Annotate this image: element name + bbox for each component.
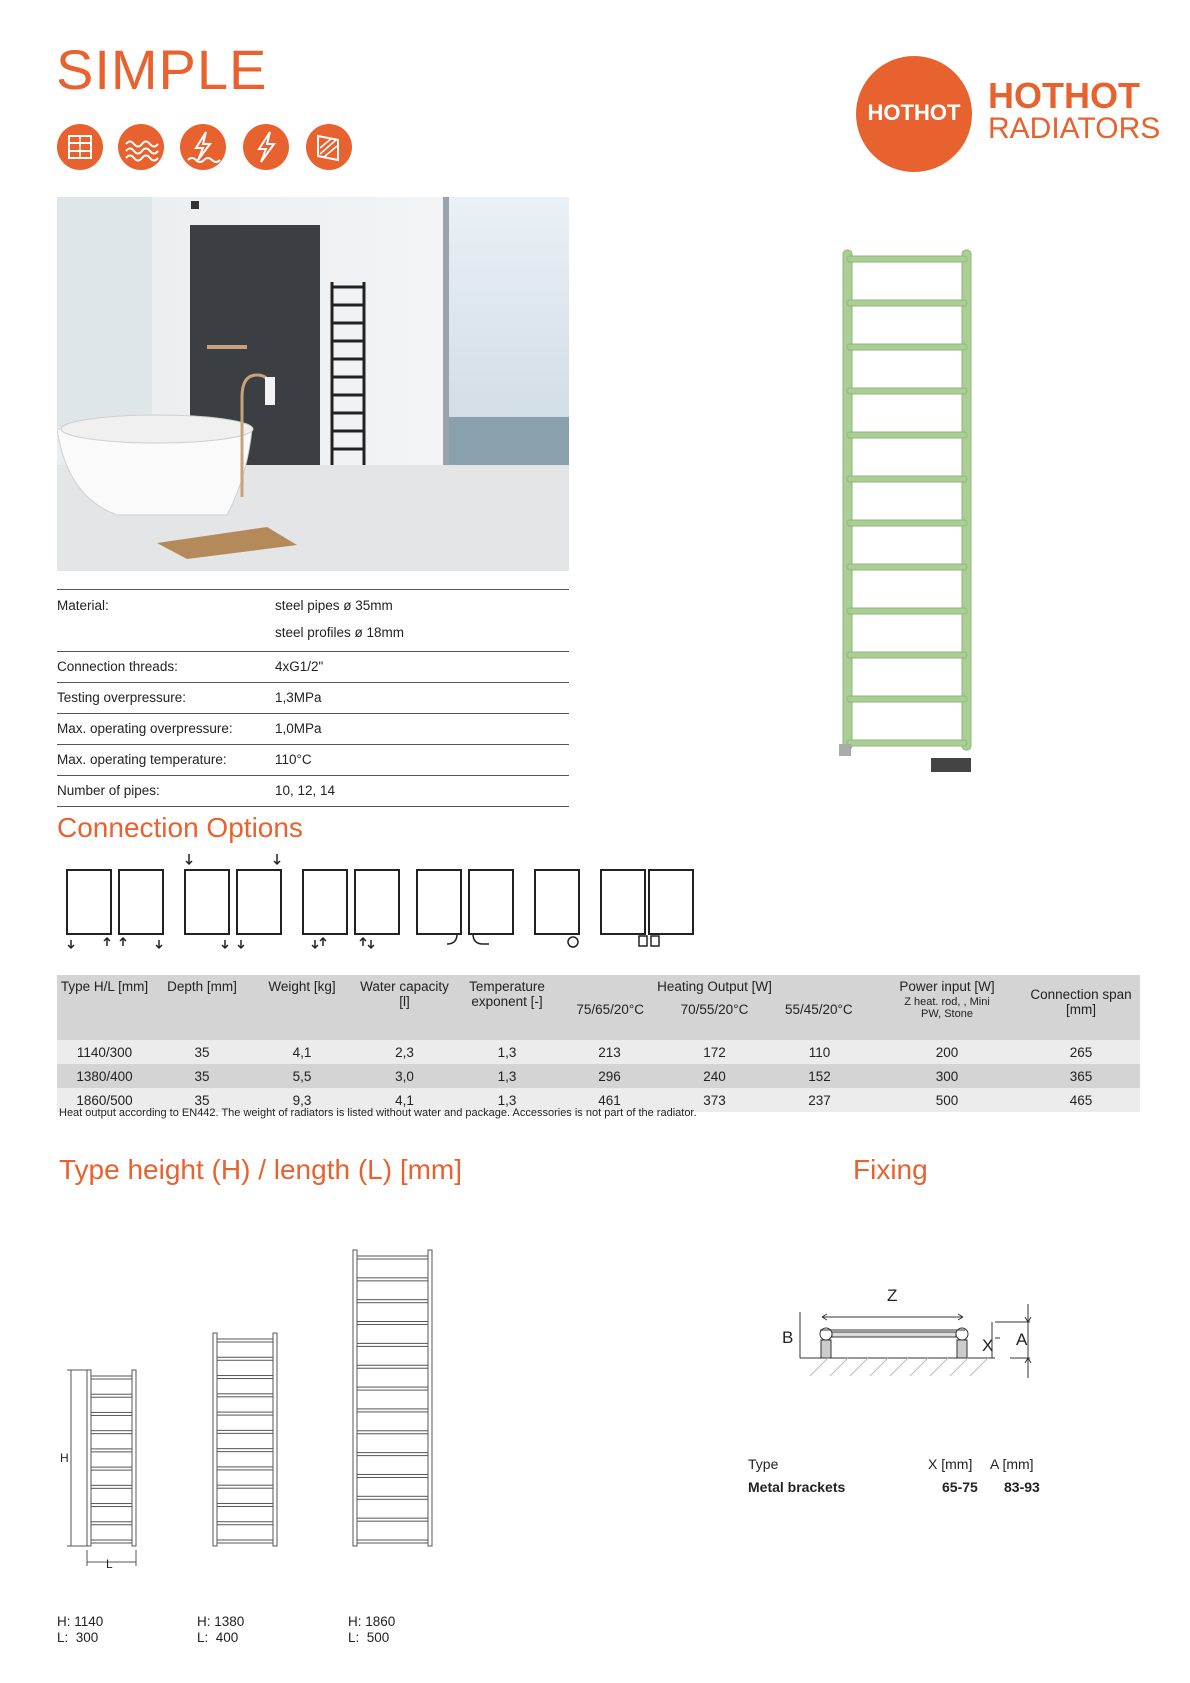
ladder-rung	[357, 1365, 428, 1368]
spec-value: steel profiles ø 18mm	[275, 625, 405, 640]
spec-label: Max. operating overpressure:	[57, 721, 233, 736]
power-sublabel: Z heat. rod, , Mini PW, Stone	[904, 996, 990, 1020]
ladder-rung	[217, 1339, 273, 1342]
fixing-label-x: X	[982, 1336, 994, 1355]
ladder-rung	[91, 1449, 132, 1452]
fixing-row-a: 83-93	[1004, 1479, 1040, 1495]
cell: 35	[152, 1064, 252, 1088]
spec-label: Max. operating temperature:	[57, 752, 227, 767]
cell: 35	[152, 1088, 252, 1112]
spec-row-threads	[57, 652, 569, 683]
bathroom-photo	[57, 197, 569, 571]
fixing-label-b: B	[782, 1328, 794, 1347]
model-caption-2	[197, 1614, 244, 1646]
spec-row-max-temp	[57, 745, 569, 776]
brand-logo	[856, 56, 972, 172]
ladder-rung	[357, 1431, 428, 1434]
spec-label: Number of pipes:	[57, 783, 160, 798]
col-connection-span: Connection span [mm]	[1022, 975, 1140, 1040]
radiator-render	[835, 246, 985, 786]
cell: 213	[557, 1040, 662, 1064]
radiator-rung	[847, 388, 967, 394]
cell: 300	[872, 1064, 1022, 1088]
ladder-rung	[357, 1496, 428, 1499]
col-70-55: 70/55/20°C	[680, 1002, 749, 1017]
connection-diagram-5	[535, 870, 579, 947]
cell: 1,3	[457, 1040, 557, 1064]
radiator-left-pipe	[843, 250, 852, 750]
ladder-rung	[217, 1467, 273, 1470]
col-weight: Weight [kg]	[252, 975, 352, 1040]
ladder-rung	[357, 1343, 428, 1346]
spec-value: 1,0MPa	[275, 721, 322, 736]
radiator-rung	[847, 256, 967, 262]
ladder-rung	[357, 1256, 428, 1259]
radiator-rung	[847, 608, 967, 614]
connection-options-title: Connection Options	[57, 812, 303, 843]
type-drawing-1	[87, 1370, 136, 1546]
spec-row-material	[57, 590, 569, 652]
radiator-valve	[931, 758, 971, 772]
water-heating-icon	[118, 124, 164, 170]
cell: 265	[1022, 1040, 1140, 1064]
model-length: L: 500	[348, 1630, 390, 1645]
cell: 1380/400	[57, 1064, 152, 1088]
dim-l-label: L	[106, 1557, 113, 1571]
spec-row-testing	[57, 683, 569, 714]
cell: 110	[767, 1040, 872, 1064]
model-caption-3	[348, 1614, 395, 1646]
type-drawing-2	[213, 1333, 277, 1546]
ladder-rung	[91, 1467, 132, 1470]
col-75-65: 75/65/20°C	[576, 1002, 645, 1017]
connection-diagram-3	[303, 870, 399, 948]
radiator-rung	[847, 344, 967, 350]
fixing-label-z: Z	[887, 1286, 898, 1305]
ladder-rung	[217, 1412, 273, 1415]
electric-water-icon	[180, 124, 226, 170]
connection-diagram-1	[67, 870, 163, 948]
cell: 373	[662, 1088, 767, 1112]
ladder-rail	[213, 1333, 217, 1546]
model-height: H: 1380	[197, 1614, 245, 1629]
col-55-45: 55/45/20°C	[784, 1002, 853, 1017]
col-depth: Depth [mm]	[152, 975, 252, 1040]
connection-diagram-6	[601, 870, 693, 946]
dim-h-label: H	[60, 1451, 69, 1465]
brand-subtitle: RADIATORS	[988, 112, 1161, 145]
electric-icon	[243, 124, 289, 170]
fixing-col-a: A [mm]	[990, 1456, 1034, 1472]
table-row	[57, 1040, 1140, 1064]
ladder-rung	[357, 1518, 428, 1521]
ladder-rung	[217, 1357, 273, 1360]
radiator-icon	[57, 124, 103, 170]
radiator-rung	[847, 564, 967, 570]
radiator-rung	[847, 300, 967, 306]
cell: 500	[872, 1088, 1022, 1112]
model-caption-1	[57, 1614, 103, 1646]
cell: 237	[767, 1088, 872, 1112]
cell: 240	[662, 1064, 767, 1088]
cell: 200	[872, 1040, 1022, 1064]
ladder-rung	[357, 1278, 428, 1281]
spec-value: 10, 12, 14	[275, 783, 336, 798]
spec-value: 110°C	[275, 752, 312, 767]
spec-value: steel pipes ø 35mm	[275, 598, 393, 613]
power-label: Power input [W]	[899, 979, 995, 994]
table-header-row	[57, 975, 1140, 1040]
cell: 2,3	[352, 1040, 457, 1064]
ladder-rung	[217, 1522, 273, 1525]
radiator-rung	[847, 696, 967, 702]
cell: 3,0	[352, 1064, 457, 1088]
steel-profile-icon	[306, 124, 352, 170]
ladder-rung	[91, 1522, 132, 1525]
ladder-rung	[91, 1394, 132, 1397]
connection-diagram-4	[417, 870, 513, 944]
cell: 4,1	[252, 1040, 352, 1064]
brand-name: HOTHOT	[988, 75, 1140, 116]
ladder-rung	[357, 1474, 428, 1477]
ladder-rung	[357, 1540, 428, 1543]
ladder-rung	[357, 1387, 428, 1390]
model-height: H: 1140	[57, 1614, 104, 1629]
ladder-rung	[91, 1540, 132, 1543]
ladder-rung	[91, 1431, 132, 1434]
cell: 365	[1022, 1064, 1140, 1088]
ladder-rung	[357, 1300, 428, 1303]
ladder-rail	[353, 1250, 357, 1546]
ladder-rung	[91, 1412, 132, 1415]
ladder-rung	[217, 1394, 273, 1397]
type-section-title: Type height (H) / length (L) [mm]	[59, 1154, 463, 1185]
ladder-rung	[357, 1322, 428, 1325]
cell: 9,3	[252, 1088, 352, 1112]
fixing-row-x: 65-75	[942, 1479, 978, 1495]
brand-logo-text: HOTHOT	[867, 100, 961, 125]
table-row	[57, 1064, 1140, 1088]
col-water: Water capacity [l]	[352, 975, 457, 1040]
fixing-row-type: Metal brackets	[748, 1479, 846, 1495]
radiator-rung	[847, 476, 967, 482]
ladder-rung	[91, 1504, 132, 1507]
heating-output-label: Heating Output [W]	[657, 979, 772, 994]
radiator-right-pipe	[962, 250, 971, 750]
cell: 35	[152, 1040, 252, 1064]
ladder-rung	[217, 1540, 273, 1543]
type-drawings	[57, 1240, 457, 1585]
spec-label: Connection threads:	[57, 659, 178, 674]
product-title: SIMPLE	[56, 38, 268, 101]
radiator-rung	[847, 652, 967, 658]
fixing-label-a: A	[1016, 1330, 1028, 1349]
fixing-col-x: X [mm]	[928, 1456, 973, 1472]
type-drawing-3	[353, 1250, 432, 1546]
fixing-col-type: Type	[748, 1456, 779, 1472]
ladder-rung	[217, 1449, 273, 1452]
cell: 1140/300	[57, 1040, 152, 1064]
ladder-rung	[217, 1430, 273, 1433]
ladder-rung	[357, 1453, 428, 1456]
model-height: H: 1860	[348, 1614, 396, 1629]
performance-table	[57, 975, 1140, 1112]
cell: 1,3	[457, 1064, 557, 1088]
col-type: Type H/L [mm]	[57, 975, 152, 1040]
model-length: L: 400	[197, 1630, 239, 1645]
ladder-rung	[217, 1376, 273, 1379]
col-temp-exponent: Temperature exponent [-]	[457, 975, 557, 1040]
cell: 1860/500	[57, 1088, 152, 1112]
cell: 172	[662, 1040, 767, 1064]
ladder-rung	[217, 1503, 273, 1506]
ladder-rung	[91, 1485, 132, 1488]
cell: 461	[557, 1088, 662, 1112]
ladder-rail	[87, 1370, 91, 1546]
col-power	[872, 975, 1022, 1040]
cell: 5,5	[252, 1064, 352, 1088]
radiator-rung	[847, 520, 967, 526]
connection-diagrams	[57, 850, 697, 960]
spec-value: 4xG1/2"	[275, 659, 324, 674]
ladder-rail	[132, 1370, 136, 1546]
cell: 296	[557, 1064, 662, 1088]
spec-value: 1,3MPa	[275, 690, 322, 705]
ladder-rung	[91, 1376, 132, 1379]
ladder-rung	[217, 1485, 273, 1488]
ladder-rail	[428, 1250, 432, 1546]
cell: 1,3	[457, 1088, 557, 1112]
spec-row-max-pressure	[57, 714, 569, 745]
cell: 465	[1022, 1088, 1140, 1112]
ladder-rail	[273, 1333, 277, 1546]
cell: 152	[767, 1064, 872, 1088]
col-heating-output	[557, 975, 872, 1040]
spec-label: Testing overpressure:	[57, 690, 187, 705]
connection-diagram-2	[185, 854, 281, 948]
table-note: Heat output according to EN442. The weight of radiators is listed without water and package. Accessories is not part of the radiator.	[59, 1107, 697, 1119]
cell: 4,1	[352, 1088, 457, 1112]
radiator-valve	[839, 744, 851, 756]
spec-label: Material:	[57, 598, 109, 613]
spec-row-pipes	[57, 776, 569, 807]
fixing-diagram	[780, 1282, 1050, 1392]
radiator-rung	[847, 432, 967, 438]
fixing-title: Fixing	[853, 1154, 928, 1185]
radiator-rung	[847, 740, 967, 746]
ladder-rung	[357, 1409, 428, 1412]
model-length: L: 300	[57, 1630, 99, 1645]
